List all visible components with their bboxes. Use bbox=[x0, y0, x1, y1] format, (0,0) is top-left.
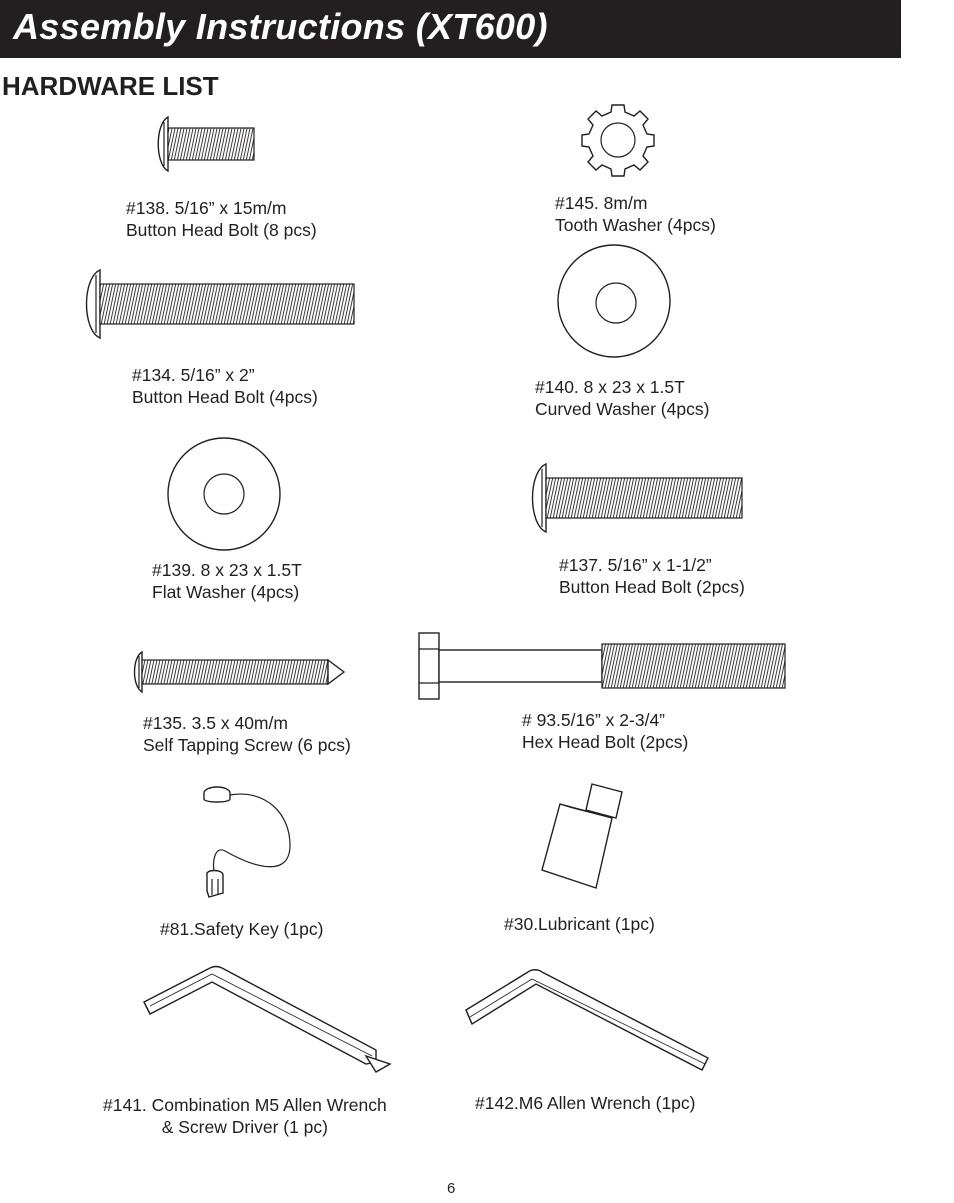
title-bar bbox=[0, 0, 901, 58]
part-spec: # 93.5/16” x 2-3/4” bbox=[522, 710, 665, 730]
part-spec: #139. 8 x 23 x 1.5T bbox=[152, 560, 302, 580]
part-name: Button Head Bolt (8 pcs) bbox=[126, 220, 317, 240]
allen-wrench-screwdriver-icon bbox=[140, 960, 402, 1075]
flat-washer-icon bbox=[165, 435, 283, 553]
page-number: 6 bbox=[447, 1180, 456, 1197]
part-name: Hex Head Bolt (2pcs) bbox=[522, 732, 689, 752]
part-spec: #134. 5/16” x 2” bbox=[132, 365, 255, 385]
part-name: Flat Washer (4pcs) bbox=[152, 582, 300, 602]
hardware-label-140 bbox=[535, 376, 709, 420]
hardware-label-135 bbox=[143, 712, 351, 756]
part-spec: #140. 8 x 23 x 1.5T bbox=[535, 377, 685, 397]
hardware-label-81 bbox=[160, 918, 323, 940]
part-name: #30.Lubricant (1pc) bbox=[504, 914, 655, 934]
part-spec: #137. 5/16” x 1-1/2” bbox=[559, 555, 712, 575]
tooth-washer-icon bbox=[578, 100, 658, 180]
part-name: Curved Washer (4pcs) bbox=[535, 399, 710, 419]
allen-wrench-icon bbox=[462, 962, 716, 1074]
self-tapping-screw-icon bbox=[128, 648, 350, 696]
hardware-label-30 bbox=[504, 913, 655, 935]
hardware-label-134 bbox=[132, 364, 318, 408]
part-name: #81.Safety Key (1pc) bbox=[160, 919, 324, 939]
hardware-label-142 bbox=[475, 1092, 696, 1114]
part-name: Tooth Washer (4pcs) bbox=[555, 215, 716, 235]
part-name: #142.M6 Allen Wrench (1pc) bbox=[475, 1093, 696, 1113]
hardware-label-93 bbox=[522, 709, 688, 753]
safety-key-icon bbox=[195, 773, 300, 913]
hardware-label-139 bbox=[152, 559, 302, 603]
part-name: Self Tapping Screw (6 pcs) bbox=[143, 735, 351, 755]
button-head-bolt-icon bbox=[150, 112, 262, 176]
part-name: & Screw Driver (1 pc) bbox=[161, 1117, 328, 1137]
part-spec: #135. 3.5 x 40m/m bbox=[143, 713, 288, 733]
part-spec: #138. 5/16” x 15m/m bbox=[126, 198, 287, 218]
page-title: Assembly Instructions (XT600) bbox=[13, 6, 548, 47]
curved-washer-icon bbox=[555, 242, 673, 360]
button-head-bolt-icon bbox=[76, 266, 361, 342]
hardware-label-137 bbox=[559, 554, 745, 598]
section-heading: HARDWARE LIST bbox=[2, 71, 219, 101]
part-name: Button Head Bolt (2pcs) bbox=[559, 577, 745, 597]
part-spec: #145. 8m/m bbox=[555, 193, 648, 213]
hardware-label-141 bbox=[103, 1094, 387, 1138]
lubricant-bottle-icon bbox=[536, 778, 636, 894]
part-spec: #141. Combination M5 Allen Wrench bbox=[103, 1095, 387, 1115]
part-name: Button Head Bolt (4pcs) bbox=[132, 387, 318, 407]
hex-head-bolt-icon bbox=[415, 630, 791, 702]
hardware-label-138 bbox=[126, 197, 317, 241]
button-head-bolt-icon bbox=[522, 460, 746, 536]
hardware-label-145 bbox=[555, 192, 716, 236]
